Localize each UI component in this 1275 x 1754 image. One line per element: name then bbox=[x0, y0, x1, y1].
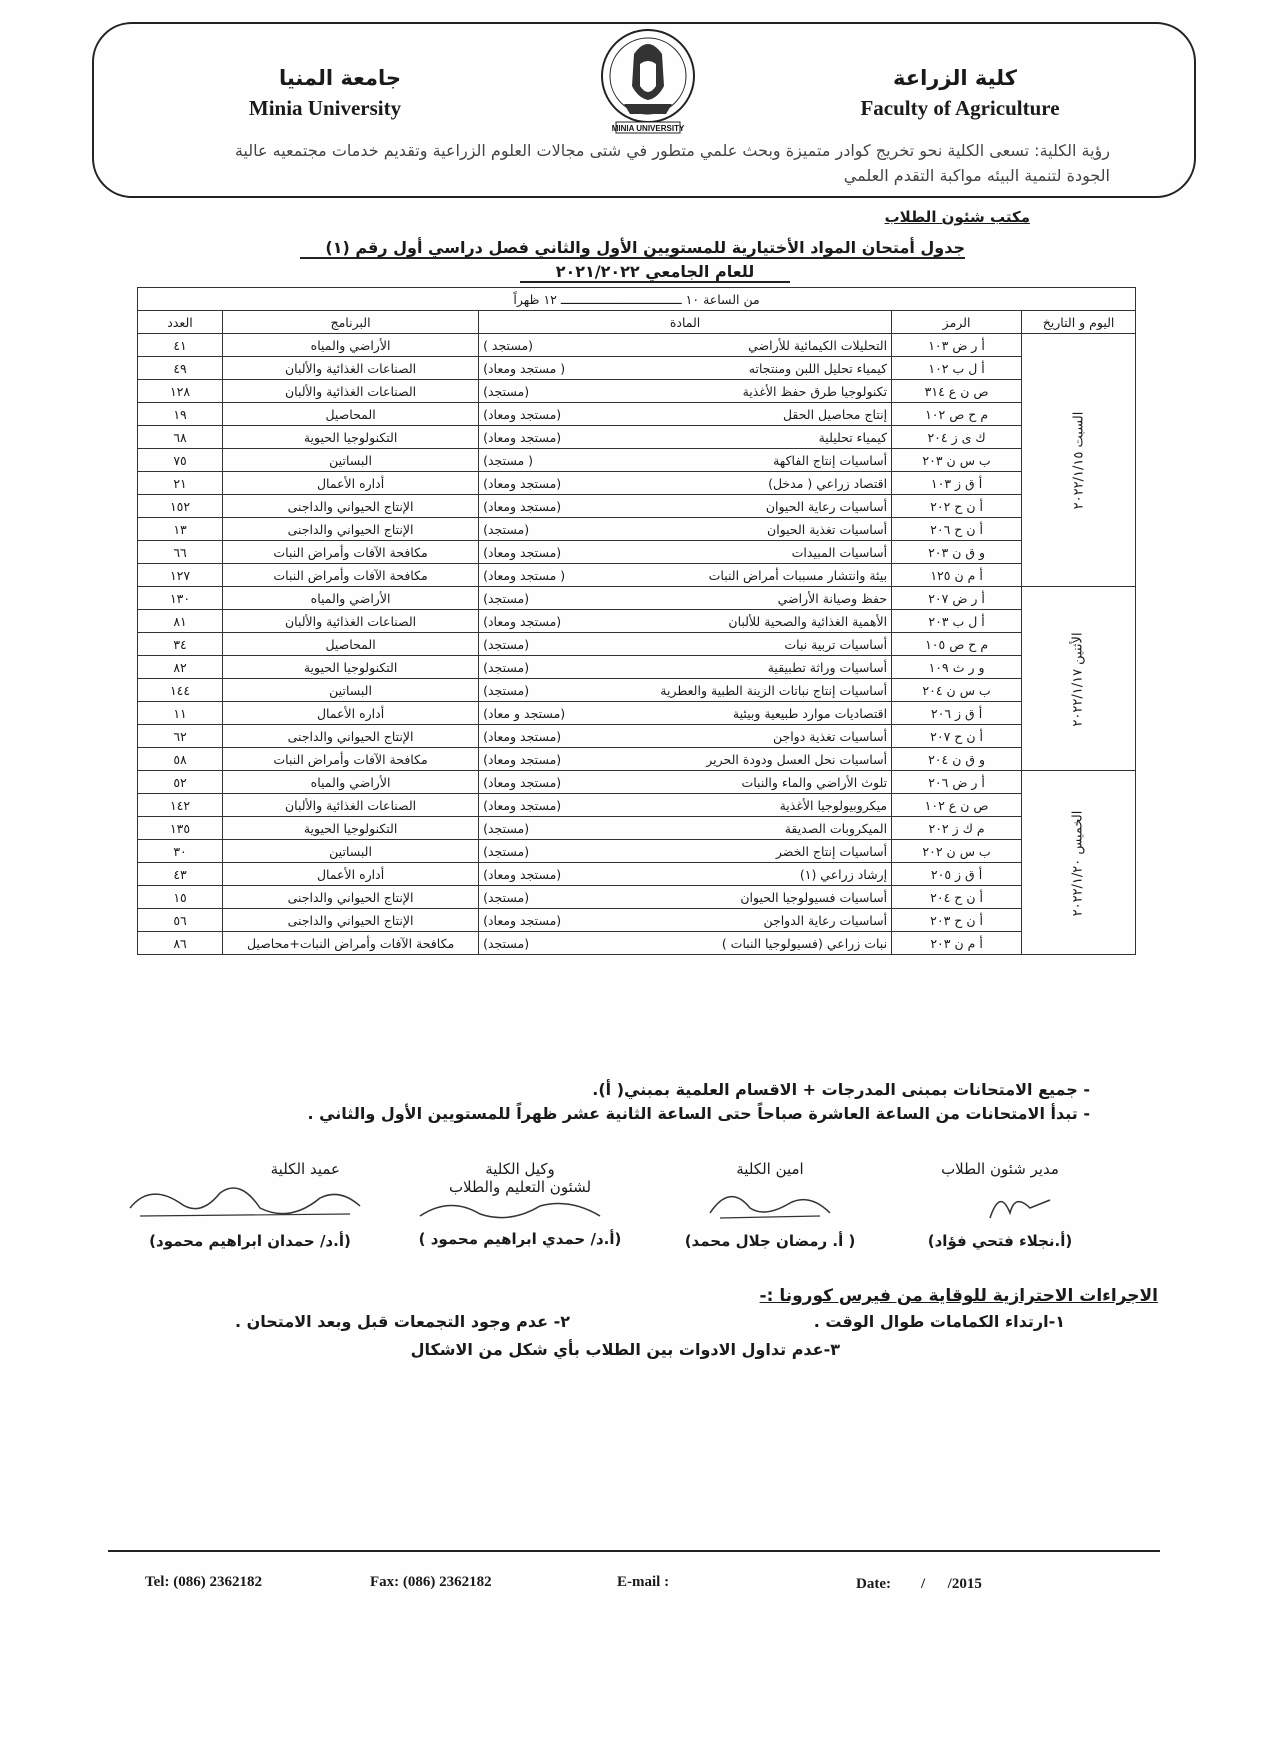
student-count: ١٣ bbox=[138, 518, 223, 541]
course-code: ب س ن ٢٠٣ bbox=[892, 449, 1022, 472]
table-row bbox=[138, 587, 1136, 610]
program-name: التكنولوجيا الحيوية bbox=[223, 426, 479, 449]
student-status: (مستجد ومعاد) bbox=[483, 728, 562, 744]
student-status: (مستجد) bbox=[483, 383, 530, 399]
program-name: الصناعات الغذائية والألبان bbox=[223, 380, 479, 403]
signature-title: مدير شئون الطلاب bbox=[941, 1160, 1059, 1178]
program-name: أداره الأعمال bbox=[223, 863, 479, 886]
student-status: (مستجد) bbox=[483, 590, 530, 606]
subject-cell bbox=[479, 564, 892, 587]
table-row bbox=[138, 886, 1136, 909]
subject-cell bbox=[479, 610, 892, 633]
office-name: مكتب شئون الطلاب bbox=[884, 208, 1030, 226]
faculty-name-en: Faculty of Agriculture bbox=[860, 96, 1060, 120]
header-code: الرمز bbox=[892, 311, 1022, 334]
program-name: الإنتاج الحيواني والداجنى bbox=[223, 495, 479, 518]
student-count: ٨٦ bbox=[138, 932, 223, 955]
student-count: ١٥ bbox=[138, 886, 223, 909]
student-count: ١٤٢ bbox=[138, 794, 223, 817]
subject-name: كيمياء تحليلية bbox=[818, 429, 888, 445]
subject-cell bbox=[479, 840, 892, 863]
student-count: ٨١ bbox=[138, 610, 223, 633]
course-code: أ ل ب ١٠٢ bbox=[892, 357, 1022, 380]
program-name: الإنتاج الحيواني والداجنى bbox=[223, 886, 479, 909]
subject-name: بيئة وانتشار مسببات أمراض النبات bbox=[708, 567, 888, 583]
student-count: ٥٨ bbox=[138, 748, 223, 771]
course-code: أ ن ح ٢٠٦ bbox=[892, 518, 1022, 541]
course-code: أ ق ز ٢٠٦ bbox=[892, 702, 1022, 725]
student-count: ٤٣ bbox=[138, 863, 223, 886]
table-row bbox=[138, 679, 1136, 702]
subject-name: أساسيات نحل العسل ودودة الحرير bbox=[706, 751, 888, 767]
table-row bbox=[138, 472, 1136, 495]
course-code: أ ن ح ٢٠٤ bbox=[892, 886, 1022, 909]
student-count: ١٥٢ bbox=[138, 495, 223, 518]
student-status: (مستجد ومعاد) bbox=[483, 774, 562, 790]
student-count: ١٢٧ bbox=[138, 564, 223, 587]
program-name: الصناعات الغذائية والألبان bbox=[223, 357, 479, 380]
student-status: (مستجد) bbox=[483, 636, 530, 652]
program-name: الأراضي والمياه bbox=[223, 771, 479, 794]
footer-email: E-mail : bbox=[617, 1574, 670, 1590]
table-row bbox=[138, 725, 1136, 748]
table-row bbox=[138, 380, 1136, 403]
subject-name: اقتصاديات موارد طبيعية وبيئية bbox=[732, 705, 888, 721]
university-name-en: Minia University bbox=[248, 96, 402, 120]
subject-name: أساسيات إنتاج الخضر bbox=[775, 843, 888, 859]
student-status: ( مستجد ومعاد) bbox=[483, 360, 566, 376]
table-row bbox=[138, 633, 1136, 656]
table-row bbox=[138, 449, 1136, 472]
table-row bbox=[138, 771, 1136, 794]
subject-cell bbox=[479, 794, 892, 817]
program-name: الصناعات الغذائية والألبان bbox=[223, 610, 479, 633]
course-code: ب س ن ٢٠٤ bbox=[892, 679, 1022, 702]
faculty-vision: رؤية الكلية: تسعى الكلية نحو تخريج كوادر متميزة وبحث علمي متطور في شتى مجالات العلوم الزراعية وتقديم خدمات مجتمعيه عالية الجودة لتنمية البيئه مواكبة التقدم العلمي bbox=[234, 141, 1110, 185]
student-status: (مستجد) bbox=[483, 682, 530, 698]
subject-cell bbox=[479, 495, 892, 518]
faculty-name-ar: كلية الزراعة bbox=[893, 66, 1017, 90]
student-status: (مستجد ومعاد) bbox=[483, 751, 562, 767]
subject-cell bbox=[479, 932, 892, 955]
subject-cell bbox=[479, 679, 892, 702]
subject-name: اقتصاد زراعي ( مدخل) bbox=[768, 475, 888, 491]
signature-block-secretary bbox=[670, 1160, 870, 1250]
handwritten-signature bbox=[400, 1196, 640, 1226]
signature-subtitle: لشئون التعليم والطلاب bbox=[448, 1178, 592, 1196]
student-count: ٤٩ bbox=[138, 357, 223, 380]
course-code: ب س ن ٢٠٢ bbox=[892, 840, 1022, 863]
subject-cell bbox=[479, 725, 892, 748]
signature-block-dean bbox=[120, 1160, 380, 1250]
student-count: ٦٦ bbox=[138, 541, 223, 564]
student-count: ١١ bbox=[138, 702, 223, 725]
table-row bbox=[138, 702, 1136, 725]
signature-block-student-affairs bbox=[900, 1160, 1100, 1250]
subject-cell bbox=[479, 403, 892, 426]
subject-name: كيمياء تحليل اللبن ومنتجاته bbox=[748, 360, 888, 376]
student-count: ٨٢ bbox=[138, 656, 223, 679]
student-status: (مستجد ومعاد) bbox=[483, 406, 562, 422]
handwritten-signature bbox=[120, 1178, 380, 1228]
subject-cell bbox=[479, 541, 892, 564]
course-code: أ ن ح ٢٠٢ bbox=[892, 495, 1022, 518]
program-name: أداره الأعمال bbox=[223, 702, 479, 725]
student-status: (مستجد ومعاد) bbox=[483, 613, 562, 629]
exam-day-cell bbox=[1022, 587, 1136, 771]
student-status: ( مستجد) bbox=[483, 452, 534, 468]
course-code: أ ر ض ٢٠٦ bbox=[892, 771, 1022, 794]
table-row bbox=[138, 863, 1136, 886]
program-name: أداره الأعمال bbox=[223, 472, 479, 495]
header-row bbox=[138, 311, 1136, 334]
subject-cell bbox=[479, 472, 892, 495]
schedule-title: جدول أمتحان المواد الأختيارية للمستويين الأول والثاني فصل دراسي أول رقم (١) bbox=[300, 238, 965, 259]
subject-cell bbox=[479, 518, 892, 541]
program-name: مكافحة الآفات وأمراض النبات+محاصيل bbox=[223, 932, 479, 955]
subject-name: نبات زراعي (فسيولوجيا النبات ) bbox=[721, 935, 888, 951]
program-name: الإنتاج الحيواني والداجنى bbox=[223, 909, 479, 932]
table-row bbox=[138, 334, 1136, 357]
program-name: مكافحة الآفات وأمراض النبات bbox=[223, 748, 479, 771]
subject-name: أساسيات وراثة تطبيقية bbox=[767, 659, 888, 675]
table-row bbox=[138, 656, 1136, 679]
signatory-name: (أ.نجلاء فتحي فؤاد) bbox=[927, 1232, 1073, 1250]
subject-name: أساسيات إنتاج نباتات الزينة الطبية والعطرية bbox=[660, 682, 888, 698]
student-status: (مستجد ومعاد) bbox=[483, 866, 562, 882]
subject-name: أساسيات تغذية دواجن bbox=[772, 728, 888, 744]
course-code: م ح ص ١٠٥ bbox=[892, 633, 1022, 656]
subject-cell bbox=[479, 380, 892, 403]
student-count: ٣٤ bbox=[138, 633, 223, 656]
student-status: (مستجد ومعاد) bbox=[483, 797, 562, 813]
course-code: أ م ن ٢٠٣ bbox=[892, 932, 1022, 955]
footer-date: Date: / /2015 bbox=[856, 1576, 982, 1592]
table-row bbox=[138, 748, 1136, 771]
student-count: ١٣٥ bbox=[138, 817, 223, 840]
student-status: (مستجد) bbox=[483, 659, 530, 675]
precaution-item-1: ١-ارتداء الكمامات طوال الوقت . bbox=[813, 1312, 1065, 1331]
program-name: المحاصيل bbox=[223, 403, 479, 426]
student-status: (مستجد ومعاد) bbox=[483, 429, 562, 445]
student-status: (مستجد ومعاد) bbox=[483, 475, 562, 491]
student-count: ٢١ bbox=[138, 472, 223, 495]
subject-cell bbox=[479, 771, 892, 794]
signature-block-vice-dean bbox=[400, 1160, 640, 1248]
subject-name: أساسيات رعاية الحيوان bbox=[765, 498, 888, 514]
course-code: و ر ث ١٠٩ bbox=[892, 656, 1022, 679]
course-code: و ق ن ٢٠٤ bbox=[892, 748, 1022, 771]
handwritten-signature bbox=[900, 1178, 1100, 1228]
subject-name: ميكروبيولوجيا الأغذية bbox=[779, 797, 888, 813]
course-code: أ ق ز ١٠٣ bbox=[892, 472, 1022, 495]
course-code: و ق ن ٢٠٣ bbox=[892, 541, 1022, 564]
subject-cell bbox=[479, 426, 892, 449]
exam-day: الخميس ٢٠٢٢/١/٢٠ bbox=[1070, 810, 1086, 916]
signatory-name: ( أ. رمضان جلال محمد) bbox=[684, 1232, 856, 1250]
footer-fax: Fax: (086) 2362182 bbox=[370, 1574, 492, 1590]
precautions-heading: الاجراءات الاحترازية للوقاية من فيرس كورونا :- bbox=[759, 1286, 1158, 1306]
course-code: أ م ن ١٢٥ bbox=[892, 564, 1022, 587]
table-row bbox=[138, 518, 1136, 541]
student-status: (مستجد ومعاد) bbox=[483, 912, 562, 928]
student-status: ( مستجد ومعاد) bbox=[483, 567, 566, 583]
table-row bbox=[138, 495, 1136, 518]
note-2: - تبدأ الامتحانات من الساعة العاشرة صباحاً حتى الساعة الثانية عشر ظهراً للمستويين الأول والثاني . bbox=[307, 1104, 1090, 1123]
table-row bbox=[138, 817, 1136, 840]
subject-cell bbox=[479, 909, 892, 932]
program-name: مكافحة الآفات وأمراض النبات bbox=[223, 564, 479, 587]
student-status: (مستجد) bbox=[483, 889, 530, 905]
subject-name: أساسيات إنتاج الفاكهة bbox=[773, 452, 888, 468]
student-count: ٧٥ bbox=[138, 449, 223, 472]
handwritten-signature bbox=[670, 1178, 870, 1228]
subject-cell bbox=[479, 633, 892, 656]
course-code: م ح ص ١٠٢ bbox=[892, 403, 1022, 426]
student-count: ١٤٤ bbox=[138, 679, 223, 702]
student-status: (مستجد) bbox=[483, 935, 530, 951]
time-row bbox=[138, 288, 1136, 311]
table-row bbox=[138, 794, 1136, 817]
program-name: الأراضي والمياه bbox=[223, 334, 479, 357]
subject-name: تلوث الأراضي والماء والنبات bbox=[741, 774, 888, 790]
program-name: التكنولوجيا الحيوية bbox=[223, 817, 479, 840]
course-code: ص ن ع ٣١٤ bbox=[892, 380, 1022, 403]
signature-title: وكيل الكلية bbox=[485, 1160, 555, 1178]
program-name: الأراضي والمياه bbox=[223, 587, 479, 610]
subject-name: أساسيات تربية نبات bbox=[784, 636, 888, 652]
subject-name: أساسيات المبيدات bbox=[791, 544, 888, 560]
signatory-name: (أ.د/ حمدان ابراهيم محمود) bbox=[149, 1232, 351, 1250]
student-status: (مستجد ومعاد) bbox=[483, 544, 562, 560]
student-count: ١٣٠ bbox=[138, 587, 223, 610]
program-name: المحاصيل bbox=[223, 633, 479, 656]
subject-name: التحليلات الكيمائية للأراضي bbox=[748, 337, 888, 353]
subject-name: إنتاج محاصيل الحقل bbox=[782, 406, 888, 422]
university-logo bbox=[594, 24, 702, 136]
header-program: البرنامج bbox=[223, 311, 479, 334]
course-code: ك ى ز ٢٠٤ bbox=[892, 426, 1022, 449]
subject-name: أساسيات فسيولوجيا الحيوان bbox=[740, 889, 888, 905]
subject-cell bbox=[479, 863, 892, 886]
student-status: (مستجد ) bbox=[483, 337, 534, 353]
table-row bbox=[138, 564, 1136, 587]
program-name: البساتين bbox=[223, 449, 479, 472]
subject-name: أساسيات تغذية الحيوان bbox=[767, 521, 888, 537]
student-count: ١٩ bbox=[138, 403, 223, 426]
table-row bbox=[138, 909, 1136, 932]
student-count: ٤١ bbox=[138, 334, 223, 357]
exam-day-cell bbox=[1022, 334, 1136, 587]
header-day: اليوم و التاريخ bbox=[1022, 311, 1136, 334]
header-subject: المادة bbox=[479, 311, 892, 334]
precaution-item-2: ٢- عدم وجود التجمعات قبل وبعد الامتحان . bbox=[234, 1312, 570, 1331]
subject-cell bbox=[479, 656, 892, 679]
student-count: ٦٨ bbox=[138, 426, 223, 449]
program-name: مكافحة الآفات وأمراض النبات bbox=[223, 541, 479, 564]
program-name: الإنتاج الحيواني والداجنى bbox=[223, 518, 479, 541]
student-count: ١٢٨ bbox=[138, 380, 223, 403]
signature-title: عميد الكلية bbox=[270, 1160, 340, 1178]
student-count: ٥٢ bbox=[138, 771, 223, 794]
subject-name: إرشاد زراعي (١) bbox=[799, 866, 888, 882]
subject-cell bbox=[479, 817, 892, 840]
header-count: العدد bbox=[138, 311, 223, 334]
exam-time: من الساعة ١٠ ـــــــــــــــــــــــــــــــــ ١٢ ظهراً bbox=[138, 288, 1136, 311]
course-code: ص ن ع ١٠٢ bbox=[892, 794, 1022, 817]
course-code: أ ن ح ٢٠٣ bbox=[892, 909, 1022, 932]
student-status: (مستجد) bbox=[483, 820, 530, 836]
subject-cell bbox=[479, 702, 892, 725]
course-code: م ك ز ٢٠٢ bbox=[892, 817, 1022, 840]
table-row bbox=[138, 610, 1136, 633]
exam-day: الأثنين ٢٠٢٢/١/١٧ bbox=[1071, 631, 1087, 727]
table-row bbox=[138, 403, 1136, 426]
student-status: (مستجد) bbox=[483, 521, 530, 537]
precaution-item-3: ٣-عدم تداول الادوات بين الطلاب بأي شكل من الاشكال bbox=[410, 1340, 840, 1359]
student-count: ٣٠ bbox=[138, 840, 223, 863]
course-code: أ ر ض ٢٠٧ bbox=[892, 587, 1022, 610]
course-code: أ ن ح ٢٠٧ bbox=[892, 725, 1022, 748]
academic-year: للعام الجامعي ٢٠٢١/٢٠٢٢ bbox=[520, 262, 790, 283]
program-name: البساتين bbox=[223, 840, 479, 863]
course-code: أ ر ض ١٠٣ bbox=[892, 334, 1022, 357]
subject-name: حفظ وصيانة الأراضي bbox=[777, 590, 888, 606]
student-count: ٦٢ bbox=[138, 725, 223, 748]
subject-cell bbox=[479, 748, 892, 771]
program-name: التكنولوجيا الحيوية bbox=[223, 656, 479, 679]
subject-name: الميكروبات الصديقة bbox=[784, 820, 888, 836]
exam-day: السبت ٢٠٢٢/١/١٥ bbox=[1071, 411, 1087, 510]
signature-title: امين الكلية bbox=[736, 1160, 804, 1178]
table-row bbox=[138, 426, 1136, 449]
footer-tel: Tel: (086) 2362182 bbox=[145, 1574, 262, 1590]
subject-cell bbox=[479, 334, 892, 357]
subject-cell bbox=[479, 449, 892, 472]
student-status: (مستجد و معاد) bbox=[483, 705, 566, 721]
subject-name: أساسيات رعاية الدواجن bbox=[763, 912, 888, 928]
subject-cell bbox=[479, 357, 892, 380]
note-1: - جميع الامتحانات بمبنى المدرجات + الاقسام العلمية بمبني( أ). bbox=[592, 1080, 1090, 1099]
course-code: أ ل ب ٢٠٣ bbox=[892, 610, 1022, 633]
table-row bbox=[138, 357, 1136, 380]
university-name-ar: جامعة المنيا bbox=[278, 66, 402, 90]
subject-cell bbox=[479, 886, 892, 909]
subject-name: تكنولوجيا طرق حفظ الأغذية bbox=[742, 383, 888, 399]
program-name: البساتين bbox=[223, 679, 479, 702]
student-status: (مستجد ومعاد) bbox=[483, 498, 562, 514]
footer-divider bbox=[108, 1550, 1160, 1552]
table-row bbox=[138, 840, 1136, 863]
logo-caption: MINIA UNIVERSITY bbox=[611, 124, 685, 133]
exam-day-cell bbox=[1022, 771, 1136, 955]
student-status: (مستجد) bbox=[483, 843, 530, 859]
subject-cell bbox=[479, 587, 892, 610]
table-row bbox=[138, 541, 1136, 564]
student-count: ٥٦ bbox=[138, 909, 223, 932]
exam-schedule-table bbox=[137, 287, 1136, 955]
program-name: الصناعات الغذائية والألبان bbox=[223, 794, 479, 817]
course-code: أ ق ز ٢٠٥ bbox=[892, 863, 1022, 886]
signatory-name: (أ.د/ حمدي ابراهيم محمود ) bbox=[418, 1230, 622, 1248]
subject-name: الأهمية الغذائية والصحية للألبان bbox=[728, 613, 888, 629]
program-name: الإنتاج الحيواني والداجنى bbox=[223, 725, 479, 748]
table-row bbox=[138, 932, 1136, 955]
